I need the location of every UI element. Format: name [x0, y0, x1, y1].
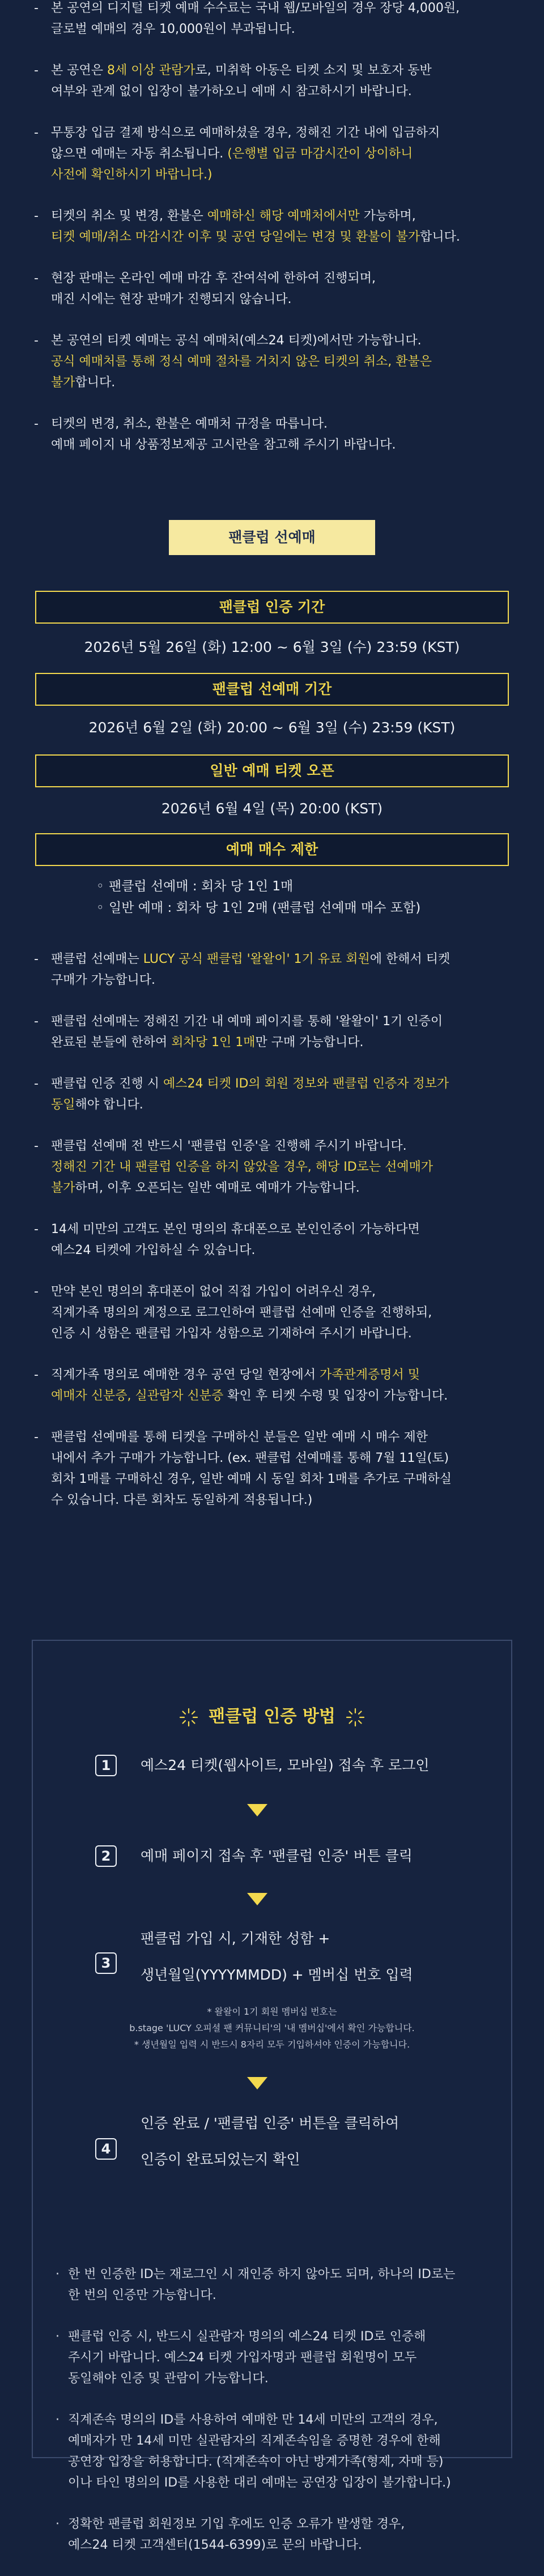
- highlighted-text: 가족관계증명서 및 예매자 신분증, 실관람자 신분증: [51, 1368, 420, 1403]
- notice-text: 본 공연의 티켓 예매는 공식 예매처(예스24 티켓)에서만 가능합니다.: [51, 334, 422, 348]
- arrow-down-icon: [247, 1804, 267, 1816]
- notice-item: [34, 60, 494, 102]
- section-title: 팬클럽 선예매: [169, 520, 375, 555]
- auth-period-label: 팬클럽 인증 기간: [35, 591, 509, 624]
- note-line: * 생년월일 입력 시 반드시 8자리 모두 기입하셔야 인증이 가능합니다.: [134, 2039, 410, 2050]
- notice-text: 합니다.: [75, 376, 116, 390]
- step-text-line1: 팬클럽 가입 시, 기재한 성함 +: [141, 1930, 330, 1947]
- notice-text: 만약 본인 명의의 휴대폰이 없어 직접 가입이 어려우신 경우, 직계가족 명의의 계정으로 로그인하여 팬클럽 선예매 인증을 진행하되, 인증 시 성함은 팬클럽 가입자 성함으로 기재하여 주시기 바랍니다.: [51, 1285, 432, 1341]
- notice-text: 해야 합니다.: [75, 1098, 143, 1112]
- notice-text: 팬클럽 선예매는: [51, 952, 143, 966]
- notice-item: [34, 268, 494, 310]
- auth-method-title-text: 팬클럽 인증 방법: [209, 1707, 335, 1726]
- notice-item: [34, 1281, 494, 1344]
- highlighted-text: LUCY 공식 팬클럽 '왈왈이' 1기 유료 회원: [143, 952, 370, 966]
- highlighted-text: 공식 예매처를 통해 정식 예매 절차를 거치지 않은 티켓의 취소, 환불은 불가: [51, 355, 432, 390]
- arrow-down-icon: [247, 2077, 267, 2089]
- notice-item: [34, 1011, 494, 1053]
- step-text: 예스24 티켓(웹사이트, 모바일) 접속 후 로그인: [141, 1757, 430, 1773]
- auth-period-date: 2026년 5월 26일 (화) 12:00 ~ 6월 3일 (수) 23:59 (KST): [84, 639, 460, 655]
- notice-text: 하며, 이후 오픈되는 일반 예매로 예매가 가능합니다.: [75, 1181, 360, 1195]
- general-open-label: 일반 예매 티켓 오픈: [35, 754, 509, 787]
- auth-note: · 정확한 팬클럽 회원정보 기입 후에도 인증 오류가 발생할 경우, 예스24 티켓 고객센터(1544-6399)로 문의 바랍니다.: [53, 2514, 486, 2556]
- notice-item: [34, 1364, 494, 1406]
- step-text-line1: 인증 완료 / '팬클럽 인증' 버튼을 클릭하여: [141, 2115, 400, 2131]
- notice-text: 팬클럽 선예매는 정해진 기간 내 예매 페이지를 통해 '왈왈이' 1기 인증이 완료된 분들에 한하여: [51, 1014, 443, 1050]
- highlighted-text: 회차당 1인 1매: [171, 1035, 256, 1050]
- sparkle-icon: [179, 1708, 198, 1727]
- highlighted-text: 정해진 기간 내 팬클럽 인증을 하지 않았을 경우, 해당 ID로는 선예매가 불가: [51, 1160, 434, 1195]
- notice-text: 팬클럽 선예매 전 반드시 '팬클럽 인증'을 진행해 주시기 바랍니다.: [51, 1139, 407, 1153]
- notice-text: 14세 미만의 고객도 본인 명의의 휴대폰으로 본인인증이 가능하다면 예스24 티켓에 가입하실 수 있습니다.: [51, 1222, 420, 1257]
- auth-notes-list: [53, 2264, 486, 2576]
- highlighted-text: 8세 이상 관람가: [107, 63, 196, 78]
- limit-item: ◦ 팬클럽 선예매 : 회차 당 1인 1매: [96, 876, 420, 897]
- limit-label: 예매 매수 제한: [35, 833, 509, 866]
- step-number: 1: [95, 1755, 117, 1776]
- limit-item: ◦ 일반 예매 : 회차 당 1인 2매 (팬클럽 선예매 매수 포함): [96, 897, 420, 919]
- arrow-down-icon: [247, 1893, 267, 1905]
- notice-text: 현장 판매는 온라인 예매 마감 후 잔여석에 한하여 진행되며, 매진 시에는 현장 판매가 진행되지 않습니다.: [51, 271, 376, 306]
- note-line: b.stage 'LUCY 오피셜 팬 커뮤니티'의 '내 멤버십'에서 확인 가능합니다.: [129, 2023, 415, 2033]
- auth-note: · 한 번 인증한 ID는 재로그인 시 재인증 하지 않아도 되며, 하나의 ID로는 한 번의 인증만 가능합니다.: [53, 2264, 486, 2306]
- notice-text: 무통장 입금 결제 방식으로 예매하셨을 경우, 정해진 기간 내에 입금하지 않으면 예매는 자동 취소됩니다.: [51, 126, 440, 161]
- notice-text: 본 공연은: [51, 63, 107, 78]
- notice-item: [34, 330, 494, 393]
- notice-item: [34, 413, 494, 455]
- notice-item: [34, 949, 494, 991]
- notice-item: [34, 206, 494, 248]
- highlighted-text: (은행별 입금 마감시간이 상이하니 사전에 확인하시기 바랍니다.): [51, 147, 413, 182]
- notice-text: 가능하며,: [359, 209, 416, 223]
- notice-text: 티켓의 취소 및 변경, 환불은: [51, 209, 207, 223]
- notice-text: 본 공연의 디지털 티켓 예매 수수료는 국내 웹/모바일의 경우 장당 4,000원, 글로벌 예매의 경우 10,000원이 부과됩니다.: [51, 1, 460, 36]
- highlighted-text: 예스24 티켓 ID의 회원 정보와 팬클럽 인증자 정보가 동일: [51, 1077, 449, 1112]
- presale-notice-list: [0, 949, 544, 1511]
- highlighted-text: 티켓 예매/취소 마감시간 이후 및 공연 당일에는 변경 및 환불이 불가: [51, 230, 420, 244]
- notice-text: 에 한해서 티켓 구매가 가능합니다.: [51, 952, 450, 987]
- auth-note: · 직계존속 명의의 ID를 사용하여 예매한 만 14세 미만의 고객의 경우, 예매자가 만 14세 미만 실관람자의 직계존속임을 증명한 경우에 한해 공연장 입장을 허용합니다. (직계존속이 아닌 방계가족(형제, 자매 등) 이나 타인 명의의 ID를 사용한 대리 예매는 공연장 입장이 불가합니다.): [53, 2409, 486, 2493]
- step-3-note: [33, 2003, 511, 2053]
- step-number: 4: [95, 2138, 117, 2160]
- notice-text: 티켓의 변경, 취소, 환불은 예매처 규정을 따릅니다. 예매 페이지 내 상품정보제공 고시란을 참고해 주시기 바랍니다.: [51, 417, 396, 452]
- auth-method-title: [33, 1702, 511, 1727]
- presale-period-label: 팬클럽 선예매 기간: [35, 673, 509, 706]
- notice-text: 팬클럽 인증 진행 시: [51, 1077, 163, 1091]
- presale-period-date: 2026년 6월 2일 (화) 20:00 ~ 6월 3일 (수) 23:59 (KST): [88, 719, 456, 736]
- sparkle-icon: [346, 1708, 365, 1727]
- step-number: 2: [95, 1845, 117, 1867]
- notice-section: [0, 0, 544, 476]
- auth-method-box: [32, 1640, 512, 2552]
- notice-text: 팬클럽 선예매를 통해 티켓을 구매하신 분들은 일반 예매 시 매수 제한 내에서 추가 구매가 가능합니다. (ex. 팬클럽 선예매를 통해 7월 11일(토) 회차 1매를 구매하신 경우, 일반 예매 시 동일 회차 1매를 추가로 구매하실 수 있습니다. 다른 회차도 동일하게 적용됩니다.): [51, 1430, 452, 1507]
- notice-item: [34, 1073, 494, 1115]
- notice-item: [34, 122, 494, 185]
- limit-list: [96, 876, 420, 919]
- notice-text: 만 구매 가능합니다.: [255, 1035, 364, 1050]
- step-text-line2: 생년월일(YYYYMMDD) + 멤버십 번호 입력: [141, 1967, 413, 1983]
- notice-text: 로, 미취학 아동은 티켓 소지 및 보호자 동반 여부와 관계 없이 입장이 불가하오니 예매 시 참고하시기 바랍니다.: [51, 63, 432, 99]
- notice-text: 확인 후 티켓 수령 및 입장이 가능합니다.: [223, 1389, 448, 1403]
- highlighted-text: 예매하신 해당 예매처에서만: [207, 209, 360, 223]
- note-line: * 왈왈이 1기 회원 멤버십 번호는: [207, 2006, 337, 2017]
- presale-notice-section: [0, 949, 544, 1531]
- notice-item: [34, 1219, 494, 1261]
- auth-note: · 팬클럽 인증 시, 반드시 실관람자 명의의 예스24 티켓 ID로 인증해 주시기 바랍니다. 예스24 티켓 가입자명과 팬클럽 회원명이 모두 동일해야 인증 및 관람이 가능합니다.: [53, 2326, 486, 2389]
- general-open-date: 2026년 6월 4일 (목) 20:00 (KST): [161, 800, 383, 817]
- notice-item: [34, 1136, 494, 1199]
- notice-list: [0, 0, 544, 455]
- step-text-line2: 인증이 완료되었는지 확인: [141, 2151, 300, 2168]
- step-number: 3: [95, 1952, 117, 1974]
- notice-item: [34, 0, 494, 40]
- notice-item: [34, 1427, 494, 1511]
- notice-text: 직계가족 명의로 예매한 경우 공연 당일 현장에서: [51, 1368, 320, 1382]
- notice-text: 합니다.: [420, 230, 460, 244]
- step-text: 예매 페이지 접속 후 '팬클럽 인증' 버튼 클릭: [141, 1848, 413, 1864]
